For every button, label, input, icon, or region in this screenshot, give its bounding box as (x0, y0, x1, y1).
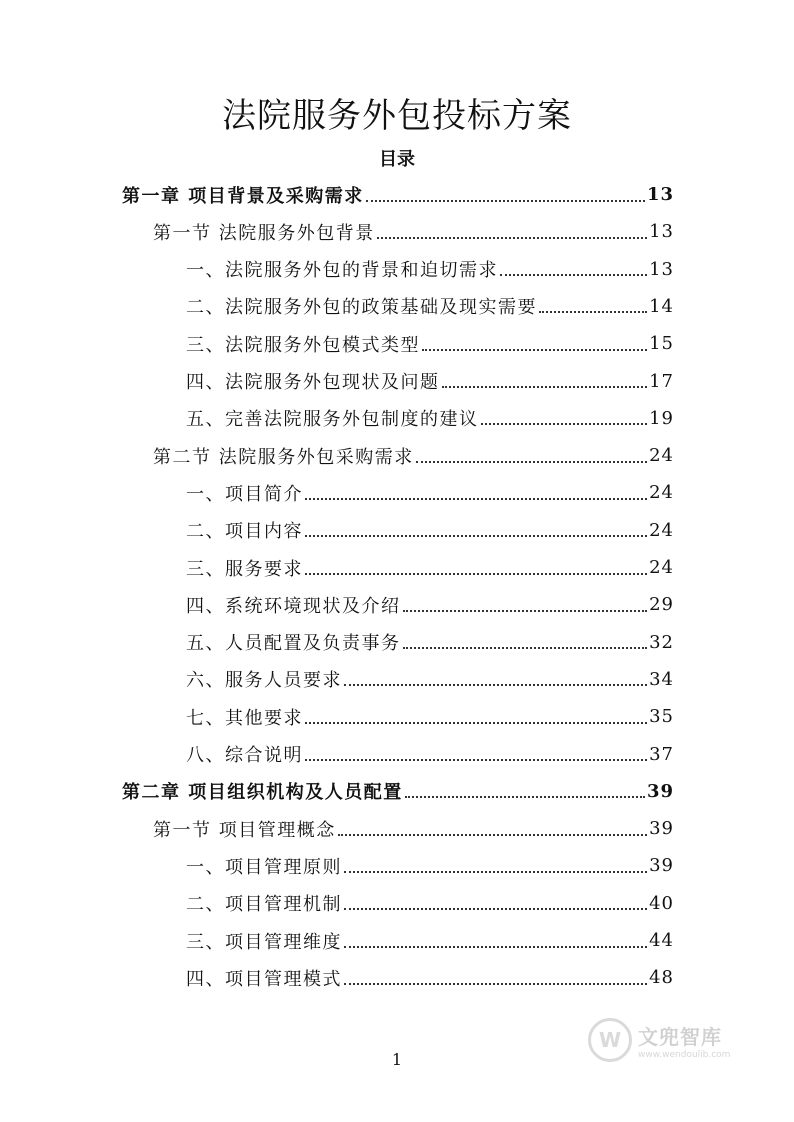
toc-entry-label: 二、项目内容 (186, 521, 303, 543)
toc-entry-label: 第一节 法院服务外包背景 (153, 222, 375, 244)
toc-entry-label: 四、项目管理模式 (186, 968, 342, 990)
toc-entry[interactable] (186, 736, 674, 773)
toc-entry-page: 44 (649, 930, 674, 951)
toc-dot-leader (403, 610, 648, 612)
toc-entry-page: 29 (649, 594, 674, 616)
toc-entry-label: 六、服务人员要求 (186, 670, 342, 692)
toc-entry-page: 39 (649, 818, 674, 840)
toc-dot-leader (305, 535, 647, 537)
toc-heading: 目录 (379, 149, 415, 170)
toc-dot-leader (481, 423, 648, 425)
toc-entry-label: 五、完善法院服务外包制度的建议 (186, 409, 479, 431)
toc-entry[interactable] (186, 959, 674, 996)
toc-entry[interactable] (186, 325, 674, 362)
toc-entry[interactable] (153, 810, 674, 847)
toc-entry[interactable] (186, 512, 674, 549)
toc-entry-page: 15 (649, 333, 674, 355)
toc-entry[interactable] (153, 213, 674, 250)
toc-dot-leader (305, 573, 647, 575)
toc-entry-page: 24 (649, 482, 674, 504)
toc-entry[interactable] (186, 288, 674, 325)
toc-entry-page: 34 (649, 668, 674, 690)
toc-entry-page: 13 (649, 258, 674, 280)
toc-dot-leader (500, 274, 647, 276)
toc-entry[interactable] (186, 885, 674, 922)
toc-dot-leader (344, 908, 647, 910)
toc-entry-page: 14 (649, 295, 674, 317)
toc-entry[interactable] (186, 586, 674, 623)
toc-entry-page: 39 (649, 855, 674, 877)
toc-entry-page: 13 (649, 221, 674, 243)
toc-dot-leader (344, 946, 647, 948)
toc-entry-label: 二、项目管理机制 (186, 894, 342, 916)
watermark (588, 1018, 730, 1062)
toc-dot-leader (344, 871, 647, 873)
toc-entry-page: 39 (646, 780, 674, 802)
toc-dot-leader (366, 200, 645, 202)
toc-entry[interactable] (186, 624, 674, 661)
toc-entry[interactable] (186, 698, 674, 735)
toc-entry-label: 第二章 项目组织机构及人员配置 (122, 782, 403, 804)
toc-entry-label: 四、法院服务外包现状及问题 (186, 372, 440, 393)
toc-entry[interactable] (186, 400, 674, 437)
toc-dot-leader (416, 461, 647, 463)
toc-entry-page: 17 (649, 370, 674, 392)
toc-dot-leader (539, 311, 647, 313)
toc-entry-page: 40 (649, 892, 674, 914)
toc-dot-leader (305, 498, 647, 500)
toc-entry-page: 35 (649, 706, 674, 728)
toc-entry[interactable] (186, 251, 674, 288)
toc-entry-label: 一、项目简介 (186, 483, 303, 505)
toc-entry-label: 第一节 项目管理概念 (153, 819, 336, 841)
toc-entry-page: 37 (649, 743, 674, 765)
toc-entry-label: 三、项目管理维度 (186, 931, 342, 953)
toc-entry-label: 三、服务要求 (186, 558, 303, 580)
toc-dot-leader (442, 386, 648, 388)
toc-dot-leader (305, 759, 647, 761)
toc-entry-label: 三、法院服务外包模式类型 (186, 334, 420, 356)
toc-entry-page: 13 (646, 184, 674, 205)
toc-entry[interactable] (186, 474, 674, 511)
toc-entry[interactable] (122, 176, 674, 213)
toc-dot-leader (344, 983, 647, 985)
toc-dot-leader (338, 834, 647, 836)
toc-entry-label: 七、其他要求 (186, 707, 303, 729)
toc-entry[interactable] (186, 922, 674, 959)
toc-dot-leader (305, 722, 647, 724)
toc-dot-leader (403, 647, 648, 649)
toc-entry[interactable] (186, 661, 674, 698)
toc-entry[interactable] (186, 847, 674, 884)
toc-entry-page: 24 (649, 519, 674, 541)
toc-entry-label: 八、综合说明 (186, 745, 303, 766)
toc-entry-page: 24 (649, 445, 674, 467)
watermark-brand: 文兜智库 (638, 1024, 722, 1049)
toc-entry-label: 第一章 项目背景及采购需求 (122, 185, 364, 207)
toc-dot-leader (344, 684, 647, 686)
toc-entry-page: 24 (649, 557, 674, 578)
toc-entry-label: 第二节 法院服务外包采购需求 (153, 446, 414, 468)
toc-entry-label: 一、法院服务外包的背景和迫切需求 (186, 260, 498, 282)
toc-entry[interactable] (153, 437, 674, 474)
document-title: 法院服务外包投标方案 (222, 96, 572, 136)
toc-dot-leader (405, 796, 645, 798)
toc-entry-page: 48 (649, 967, 674, 989)
watermark-logo-icon: W (588, 1018, 632, 1062)
toc-entry-label: 一、项目管理原则 (186, 856, 342, 878)
toc-entry[interactable] (186, 363, 674, 400)
toc-entry-label: 二、法院服务外包的政策基础及现实需要 (186, 297, 537, 319)
toc-entry-page: 32 (649, 631, 674, 653)
toc-entry-page: 19 (649, 407, 674, 429)
page-number: 1 (391, 1050, 403, 1069)
toc-entry-label: 四、系统环境现状及介绍 (186, 595, 401, 617)
toc-entry-label: 五、人员配置及负责事务 (186, 633, 401, 655)
watermark-url: www.wendoulib.com (638, 1049, 731, 1060)
toc-dot-leader (377, 237, 647, 239)
toc-dot-leader (422, 349, 647, 351)
toc-entry[interactable] (186, 549, 674, 586)
toc-entry[interactable] (122, 773, 674, 810)
